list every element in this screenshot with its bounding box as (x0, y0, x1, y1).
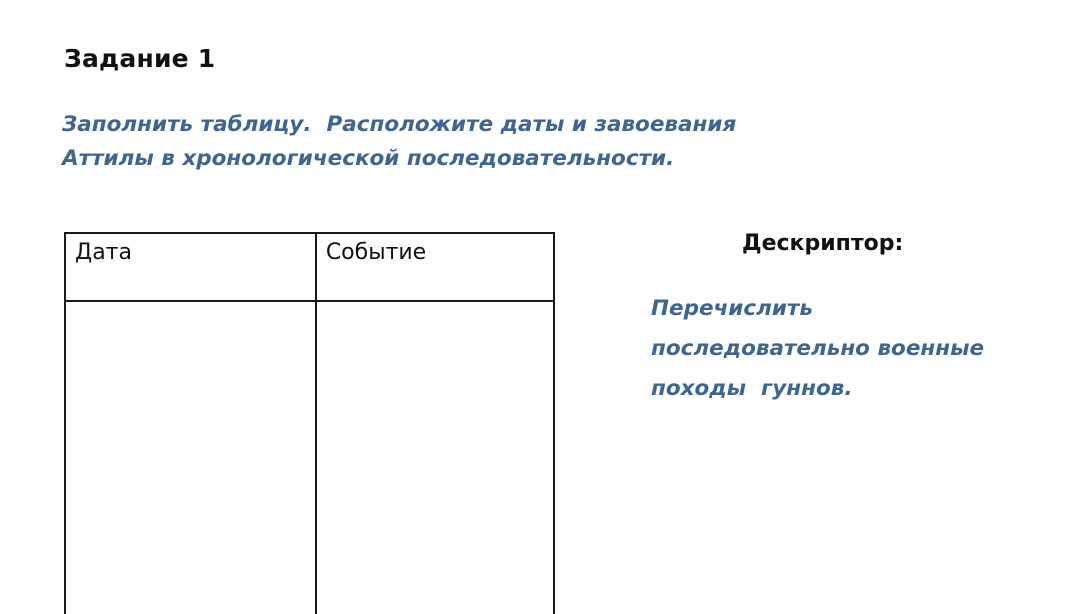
instruction-line: Аттилы в хронологической последовательности. (62, 146, 675, 171)
table-row (65, 301, 554, 614)
table-header-row (65, 233, 554, 301)
header-cell-date (65, 233, 316, 301)
header-cell-event (316, 233, 554, 301)
task-title: Задание 1 (64, 44, 216, 73)
task-instruction (62, 108, 822, 176)
cropped-heading-fragment (62, 0, 302, 2)
descriptor-line: походы гуннов. (651, 376, 853, 401)
header-label-event: Событие (325, 240, 427, 265)
instruction-line: Заполнить таблицу. Расположите даты и завоевания (62, 112, 737, 137)
descriptor-line: Перечислить (651, 296, 813, 321)
date-cell[interactable] (65, 301, 316, 614)
event-cell[interactable] (316, 301, 554, 614)
descriptor-text (651, 289, 1051, 409)
answer-table (64, 232, 555, 614)
descriptor-title: Дескриптор: (742, 231, 904, 256)
descriptor-line: последовательно военные (651, 336, 985, 361)
header-label-date: Дата (75, 240, 132, 265)
